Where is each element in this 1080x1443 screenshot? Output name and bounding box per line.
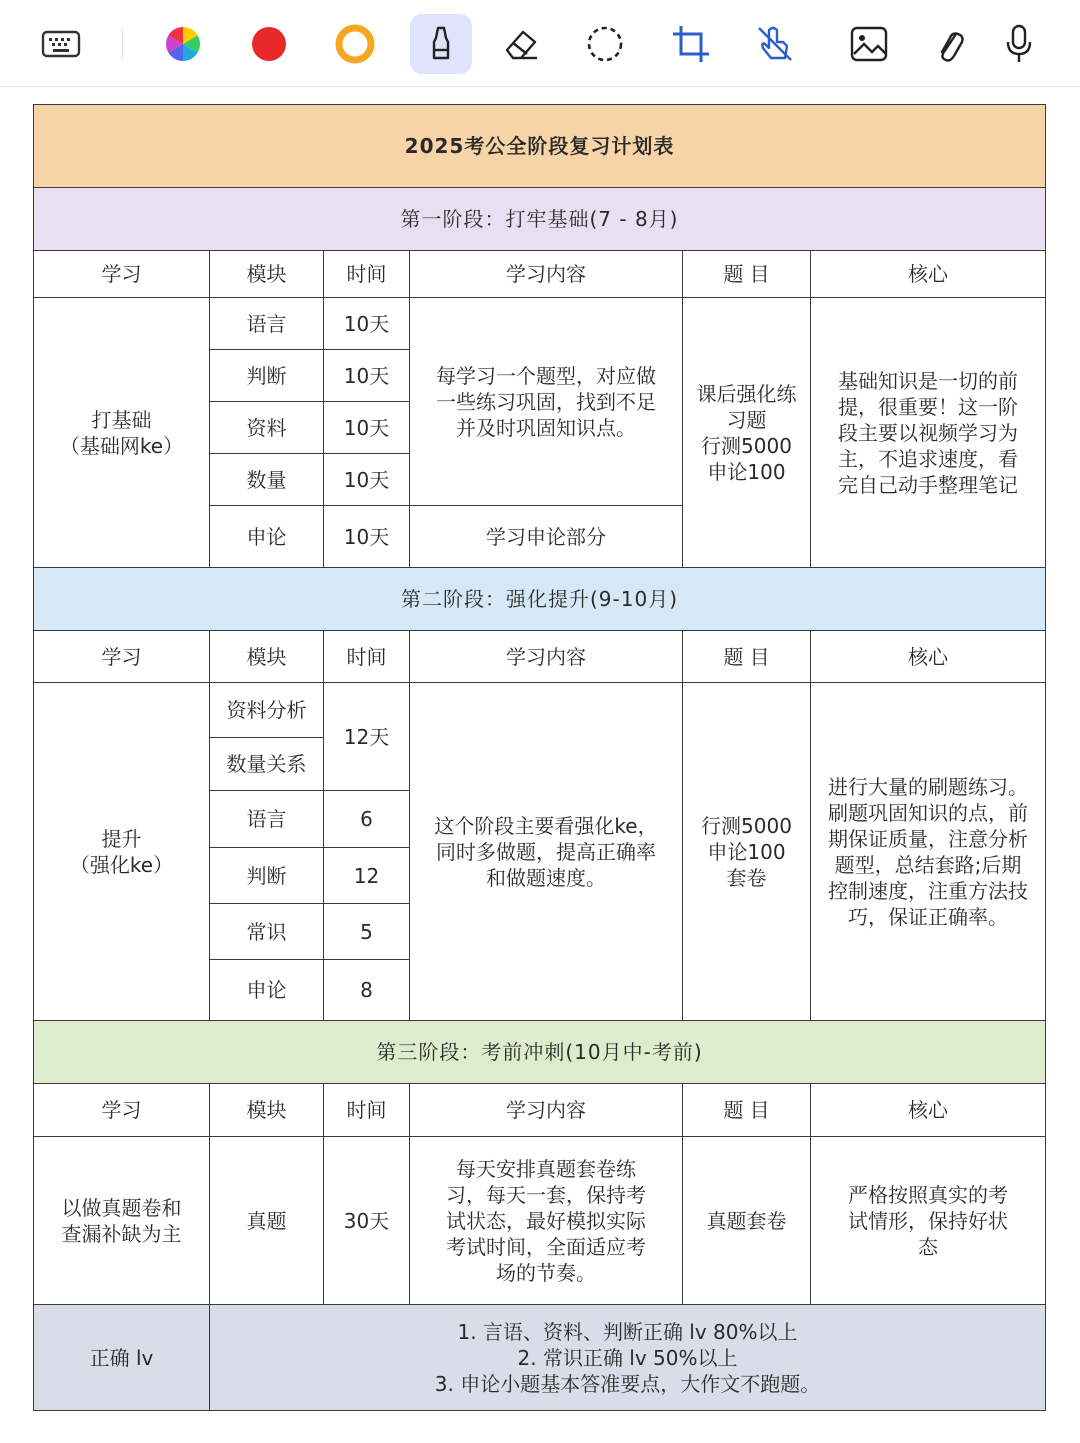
accuracy-label: 正确 lv	[34, 1305, 210, 1411]
stage3-row	[34, 1137, 1046, 1305]
stage2-content: 这个阶段主要看强化ke，同时多做题，提高正确率和做题速度。	[410, 683, 683, 1021]
header-questions: 题 目	[683, 631, 811, 683]
stage3-questions: 真题套卷	[683, 1137, 811, 1305]
stage3-module: 真题	[210, 1137, 324, 1305]
stage2-header-row	[34, 631, 1046, 683]
stage1-content-shenlun: 学习申论部分	[410, 506, 683, 568]
header-time: 时间	[324, 1084, 410, 1137]
accuracy-item: 2. 常识正确 lv 50%以上	[517, 1345, 738, 1370]
header-core: 核心	[811, 251, 1046, 298]
accuracy-item: 3. 申论小题基本答准要点，大作文不跑题。	[434, 1371, 821, 1396]
touch-writing-icon[interactable]	[744, 14, 806, 74]
header-time: 时间	[324, 251, 410, 298]
accuracy-targets	[210, 1305, 1046, 1411]
stage1-time: 10天	[324, 402, 410, 454]
stage1-module: 判断	[210, 350, 324, 402]
stage2-row	[34, 683, 1046, 738]
plan-title: 2025考公全阶段复习计划表	[34, 105, 1046, 188]
image-icon[interactable]	[838, 14, 900, 74]
header-core: 核心	[811, 1084, 1046, 1137]
stage2-combined-time: 12天	[324, 683, 410, 791]
stage1-study: 打基础 （基础网ke）	[34, 298, 210, 568]
stage3-time: 30天	[324, 1137, 410, 1305]
stage1-time: 10天	[324, 454, 410, 506]
stage1-time: 10天	[324, 298, 410, 350]
header-content: 学习内容	[410, 251, 683, 298]
header-time: 时间	[324, 631, 410, 683]
stage3-content: 每天安排真题套卷练习，每天一套，保持考试状态，最好模拟实际考试时间，全面适应考场的节奏。	[410, 1137, 683, 1305]
stage1-content: 每学习一个题型，对应做一些练习巩固，找到不足并及时巩固知识点。	[410, 298, 683, 506]
stage2-time: 5	[324, 904, 410, 960]
stage1-module: 数量	[210, 454, 324, 506]
stage2-heading: 第二阶段：强化提升(9-10月)	[34, 568, 1046, 631]
stage2-time: 8	[324, 960, 410, 1021]
stage2-study: 提升 （强化ke）	[34, 683, 210, 1021]
orange-ring-color-icon[interactable]	[324, 14, 386, 74]
stage2-time: 12	[324, 848, 410, 904]
color-wheel-icon[interactable]	[152, 14, 214, 74]
accuracy-row	[34, 1305, 1046, 1411]
eraser-icon[interactable]	[490, 14, 552, 74]
stage1-module: 语言	[210, 298, 324, 350]
stage1-core: 基础知识是一切的前提，很重要！这一阶段主要以视频学习为主，不追求速度，看完自己动手整理笔记	[811, 298, 1046, 568]
stage3-study: 以做真题卷和查漏补缺为主	[34, 1137, 210, 1305]
stage1-time: 10天	[324, 350, 410, 402]
stage1-header-row	[34, 251, 1046, 298]
keyboard-icon[interactable]	[30, 14, 92, 74]
stage2-module: 常识	[210, 904, 324, 960]
header-study: 学习	[34, 1084, 210, 1137]
stage2-core: 进行大量的刷题练习。刷题巩固知识的点，前期保证质量，注意分析题型，总结套路;后期控制速度，注重方法技巧，保证正确率。	[811, 683, 1046, 1021]
stage1-heading: 第一阶段：打牢基础(7 - 8月)	[34, 188, 1046, 251]
header-module: 模块	[210, 1084, 324, 1137]
crop-icon[interactable]	[660, 14, 722, 74]
stage2-module: 语言	[210, 791, 324, 848]
stage2-module: 申论	[210, 960, 324, 1021]
stage3-heading: 第三阶段：考前冲刺(10月中-考前)	[34, 1021, 1046, 1084]
header-content: 学习内容	[410, 631, 683, 683]
attachment-icon[interactable]	[918, 14, 980, 74]
red-pen-color-icon[interactable]	[238, 14, 300, 74]
header-content: 学习内容	[410, 1084, 683, 1137]
stage1-module: 申论	[210, 506, 324, 568]
stage2-questions: 行测5000 申论100 套卷	[683, 683, 811, 1021]
accuracy-item: 1. 言语、资料、判断正确 lv 80%以上	[457, 1319, 798, 1344]
stage2-module: 数量关系	[210, 738, 324, 791]
stage1-module: 资料	[210, 402, 324, 454]
stage1-time: 10天	[324, 506, 410, 568]
header-study: 学习	[34, 251, 210, 298]
microphone-icon[interactable]	[988, 14, 1050, 74]
header-module: 模块	[210, 631, 324, 683]
stage2-module: 资料分析	[210, 683, 324, 738]
lasso-select-icon[interactable]	[574, 14, 636, 74]
pen-toolbar	[0, 0, 1080, 87]
toolbar-divider	[122, 28, 123, 60]
study-plan-table	[33, 104, 1046, 1411]
highlighter-icon[interactable]	[410, 14, 472, 74]
header-questions: 题 目	[683, 1084, 811, 1137]
stage2-time: 6	[324, 791, 410, 848]
stage1-questions: 课后强化练 习题 行测5000 申论100	[683, 298, 811, 568]
stage1-row	[34, 298, 1046, 350]
header-core: 核心	[811, 631, 1046, 683]
stage2-module: 判断	[210, 848, 324, 904]
stage3-core: 严格按照真实的考试情形，保持好状态	[811, 1137, 1046, 1305]
header-study: 学习	[34, 631, 210, 683]
header-module: 模块	[210, 251, 324, 298]
stage3-header-row	[34, 1084, 1046, 1137]
header-questions: 题 目	[683, 251, 811, 298]
